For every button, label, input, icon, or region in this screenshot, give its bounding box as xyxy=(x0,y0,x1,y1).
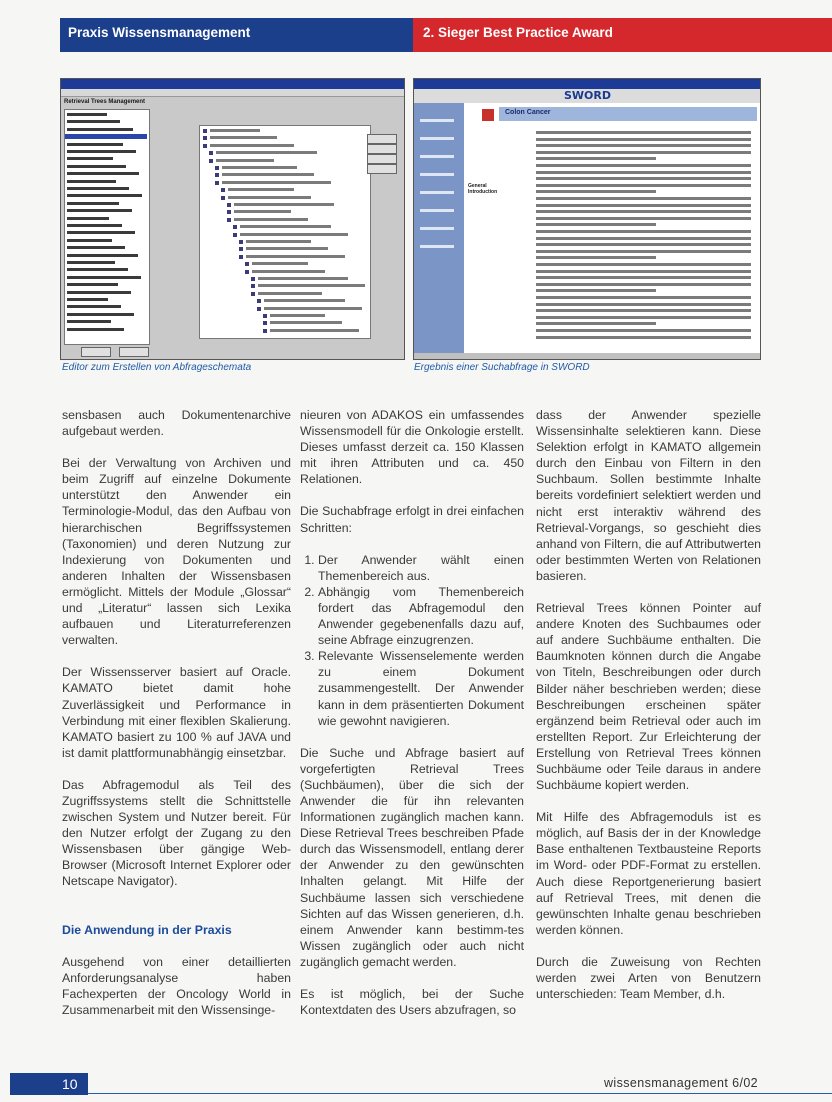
editor-screenshot xyxy=(60,78,405,360)
document-text-line xyxy=(536,197,751,200)
list-item: 3. Relevante Wissenselemente werden zu einem Dokument zusammengestellt. Der Anwender kann in dem präsentierten Dokument wie gewohnt navigieren. xyxy=(318,648,524,728)
tree-node-icon xyxy=(251,292,255,296)
tree-text-line xyxy=(264,299,345,302)
list-selected-row xyxy=(65,134,147,139)
list-text-line xyxy=(67,194,142,197)
tree-node-icon xyxy=(203,136,207,140)
document-text-line xyxy=(536,177,751,180)
sidebar-text-line xyxy=(420,191,454,194)
header-right-title: 2. Sieger Best Practice Award xyxy=(423,25,613,40)
tree-text-line xyxy=(210,144,294,147)
document-text-line xyxy=(536,184,751,187)
tree-node-icon xyxy=(251,277,255,281)
journal-footer: wissensmanagement 6/02 xyxy=(604,1076,759,1090)
sidebar-text-line xyxy=(420,119,454,122)
editor-edit-button xyxy=(367,134,397,144)
tree-node-icon xyxy=(221,196,225,200)
editor-menubar xyxy=(61,89,404,97)
sidebar-text-line xyxy=(420,245,454,248)
document-text-line xyxy=(536,256,656,259)
tree-text-line xyxy=(216,151,317,154)
document-text-line xyxy=(536,303,751,306)
article-column-2 xyxy=(300,407,524,1034)
tree-node-icon xyxy=(227,218,231,222)
tree-text-line xyxy=(258,292,322,295)
tree-text-line xyxy=(222,181,331,184)
document-text-line xyxy=(536,144,751,147)
sword-heading: Colon Cancer xyxy=(505,109,551,116)
document-text-line xyxy=(536,336,751,339)
tree-node-icon xyxy=(263,321,267,325)
list-text-line xyxy=(67,328,124,331)
tree-text-line xyxy=(216,159,274,162)
footer-rule xyxy=(88,1093,832,1094)
paragraph: Retrieval Trees können Pointer auf andere Knoten des Suchbaumes oder auf andere Suchbäume enthalten. Die Baumknoten können durch die Angabe von Titeln, Beschreibungen oder durch Bilder näher beschrieben werden; diese Beschreibungen erscheinen später ergänzend beim Retrieval oder auch im erstellten Report. Zur Erleichterung der Erstellung von Retrieval Trees können Suchbäume oder Teile daraus in andere Suchbäume kopiert werden. xyxy=(536,601,761,793)
list-text-line xyxy=(67,276,141,279)
editor-add-button xyxy=(81,347,111,357)
sword-heading-bar xyxy=(499,107,757,121)
list-text-line xyxy=(67,291,131,294)
left-figure-caption: Editor zum Erstellen von Abfrageschemata xyxy=(62,362,252,373)
list-text-line xyxy=(67,150,136,153)
editor-change-button xyxy=(367,154,397,164)
document-text-line xyxy=(536,131,751,134)
steps-list xyxy=(300,552,524,729)
list-text-line xyxy=(67,320,111,323)
tree-node-icon xyxy=(203,129,207,133)
list-text-line xyxy=(67,143,123,146)
sword-titlebar xyxy=(414,79,760,89)
tree-text-line xyxy=(246,255,345,258)
tree-text-line xyxy=(270,329,359,332)
sidebar-text-line xyxy=(420,137,454,140)
article-column-3 xyxy=(536,407,761,1018)
header-right-bar xyxy=(413,18,832,52)
tree-text-line xyxy=(252,270,325,273)
tree-text-line xyxy=(228,196,311,199)
tree-text-line xyxy=(258,277,348,280)
paragraph: Der Wissensserver basiert auf Oracle. KAMATO bietet damit hohe Zuverlässigkeit und Performance in Verbindung mit einer flexiblen Skalierung. KAMATO basiert zu 100 % auf JAVA und ist damit plattformunabhängig einsetzbar. xyxy=(62,665,291,760)
list-text-line xyxy=(67,187,129,190)
tree-text-line xyxy=(264,307,362,310)
header-left-title: Praxis Wissensmanagement xyxy=(68,25,251,40)
tree-node-icon xyxy=(215,181,219,185)
list-text-line xyxy=(67,209,132,212)
tree-node-icon xyxy=(263,329,267,333)
tree-node-icon xyxy=(245,270,249,274)
article-column-1 xyxy=(62,407,291,1034)
tree-node-icon xyxy=(251,284,255,288)
sidebar-text-line xyxy=(420,209,454,212)
sidebar-text-line xyxy=(420,155,454,158)
document-text-line xyxy=(536,263,751,266)
paragraph: Mit Hilfe des Abfragemoduls ist es möglich, auf Basis der in der Knowledge Base enthaltenen Textbausteine Reports im Word- oder PDF-Format zu erstellen. Auch diese Reportgenerierung basiert auf Retrieval Trees, mit denen die gewünschten Inhalte genau beschrieben werden können. xyxy=(536,810,761,937)
sidebar-text-line xyxy=(420,173,454,176)
document-text-line xyxy=(536,138,751,141)
list-text-line xyxy=(67,268,128,271)
document-text-line xyxy=(536,296,751,299)
list-text-line xyxy=(67,120,120,123)
tree-node-icon xyxy=(221,188,225,192)
page-number: 10 xyxy=(10,1073,88,1095)
header-left-bar xyxy=(60,18,413,52)
paragraph: Durch die Zuweisung von Rechten werden zwei Arten von Benutzern unterschieden: Team Member, d.h. xyxy=(536,954,761,1002)
paragraph: Die Suche und Abfrage basiert auf vorgefertigten Retrieval Trees (Suchbäumen), über die sich der Anwender die für ihn relevanten Informationen zugänglich machen kann. Diese Retrieval Trees beschreiben Pfade durch das Wissensmodell, entlang derer der Anwender zu den gewünschten Inhalten gelangt. Mit Hilfe der Suchbäume lassen sich verschiedene Sichten auf das Wissen generieren, d.h. einem Anwender kann bestimm-tes Wissen zugänglich oder auch nicht zugänglich gemacht werden. xyxy=(300,745,524,969)
editor-titlebar xyxy=(61,79,404,89)
document-text-line xyxy=(536,329,751,332)
document-text-line xyxy=(536,289,656,292)
document-text-line xyxy=(536,217,751,220)
list-item: 2. Abhängig vom Themenbereich fordert das Abfragemodul den Anwender gegebenenfalls dazu auf, seine Abfrage einzugrenzen. xyxy=(318,584,524,648)
tree-text-line xyxy=(234,203,334,206)
paragraph: Die Suchabfrage erfolgt in drei einfachen Schritten: xyxy=(300,504,524,535)
tree-node-icon xyxy=(239,240,243,244)
document-text-line xyxy=(536,243,751,246)
tree-node-icon xyxy=(227,210,231,214)
right-figure-caption: Ergebnis einer Suchabfrage in SWORD xyxy=(414,362,590,373)
tree-text-line xyxy=(270,321,342,324)
list-text-line xyxy=(67,217,109,220)
tree-text-line xyxy=(228,188,294,191)
list-text-line xyxy=(67,113,107,116)
pdf-icon xyxy=(482,109,494,121)
tree-node-icon xyxy=(239,247,243,251)
tree-text-line xyxy=(222,166,297,169)
document-text-line xyxy=(536,276,751,279)
tree-node-icon xyxy=(245,262,249,266)
tree-node-icon xyxy=(209,151,213,155)
list-text-line xyxy=(67,246,125,249)
paragraph: nieuren von ADAKOS ein umfassendes Wissensmodell für die Onkologie erstellt. Dieses umfasst derzeit ca. 150 Klassen mit ihren Attributen und ca. 450 Relationen. xyxy=(300,408,524,487)
list-text-line xyxy=(67,202,119,205)
list-text-line xyxy=(67,305,121,308)
document-text-line xyxy=(536,237,751,240)
section-heading: Die Anwendung in der Praxis xyxy=(62,922,232,937)
document-text-line xyxy=(536,157,656,160)
editor-remove-button xyxy=(367,164,397,174)
tree-node-icon xyxy=(239,255,243,259)
document-text-line xyxy=(536,270,751,273)
list-text-line xyxy=(67,261,115,264)
editor-panel-title: Retrieval Trees Management xyxy=(64,99,146,105)
list-text-line xyxy=(67,231,135,234)
tree-text-line xyxy=(258,284,365,287)
tree-node-icon xyxy=(233,233,237,237)
tree-text-line xyxy=(270,314,325,317)
document-text-line xyxy=(536,230,751,233)
tree-node-icon xyxy=(203,144,207,148)
tree-text-line xyxy=(246,247,328,250)
paragraph: dass der Anwender spezielle Wissensinhalte selektieren kann. Diese Selektion erfolgt in KAMATO allgemein durch den Einbau von Filtern in den Suchbaum. Sollen bestimmte Inhalte bereits vordefiniert selektiert werden und nicht erst interaktiv während des Retrieval-Vorgangs, so geschieht dies anhand von Filtern, die auf Attributwerten oder bestimmten Werten von Relationen basieren. xyxy=(536,408,761,583)
sidebar-text-line xyxy=(420,227,454,230)
list-text-line xyxy=(67,254,138,257)
sword-statusbar xyxy=(414,353,760,359)
document-text-line xyxy=(536,283,751,286)
list-text-line xyxy=(67,180,116,183)
document-text-line xyxy=(536,250,751,253)
tree-node-icon xyxy=(263,314,267,318)
paragraph: Es ist möglich, bei der Suche Kontextdaten des Users abzufragen, so xyxy=(300,987,524,1018)
tree-text-line xyxy=(240,225,331,228)
tree-text-line xyxy=(246,240,311,243)
document-text-line xyxy=(536,151,751,154)
tree-node-icon xyxy=(215,166,219,170)
paragraph: Ausgehend von einer detaillierten Anforderungsanalyse haben Fachexperten der Oncology World in Zusammenarbeit mit den Wissensinge- xyxy=(62,954,291,1017)
document-text-line xyxy=(536,316,751,319)
tree-node-icon xyxy=(209,159,213,163)
tree-text-line xyxy=(252,262,308,265)
tree-node-icon xyxy=(257,299,261,303)
document-text-line xyxy=(536,322,656,325)
document-text-line xyxy=(536,210,751,213)
list-text-line xyxy=(67,313,134,316)
tree-text-line xyxy=(210,129,260,132)
paragraph: sensbasen auch Dokumentenarchive aufgebaut werden. xyxy=(62,408,291,439)
list-text-line xyxy=(67,128,133,131)
list-text-line xyxy=(67,165,126,168)
tree-node-icon xyxy=(215,173,219,177)
paragraph: Das Abfragemodul als Teil des Zugriffssystems stellt die Schnittstelle zwischen System und Nutzer bereit. Für den Nutzer erfolgt der Zugang zu den Wissensbasen über gängige Web-Browser (Microsoft Internet Explorer oder Netscape Navigator). xyxy=(62,777,291,889)
editor-new-button xyxy=(367,144,397,154)
sword-screenshot xyxy=(413,78,761,360)
tree-text-line xyxy=(240,233,348,236)
list-text-line xyxy=(67,283,118,286)
document-text-line xyxy=(536,223,656,226)
list-text-line xyxy=(67,172,139,175)
paragraph: Bei der Verwaltung von Archiven und beim Zugriff auf einzelne Dokumente unterstützt den Anwender ein Terminologie-Modul, das den Aufbau von hierarchischen Begriffssystemen (Taxonomien) und deren Nutzung zur Indexierung von Dokumenten und anderen Inhalten der Wissensbasen ermöglicht. Mittels der Module „Glossar“ und „Literatur“ lassen sich Lexika aufbauen und Literaturreferenzen verwalten. xyxy=(62,456,291,648)
list-text-line xyxy=(67,157,113,160)
document-text-line xyxy=(536,171,751,174)
list-text-line xyxy=(67,298,108,301)
list-text-line xyxy=(67,224,122,227)
list-text-line xyxy=(67,239,112,242)
sword-section-label: General Introduction xyxy=(468,183,498,195)
document-text-line xyxy=(536,164,751,167)
tree-text-line xyxy=(234,210,291,213)
list-item: 1. Der Anwender wählt einen Themenbereich aus. xyxy=(318,552,524,584)
tree-text-line xyxy=(222,173,314,176)
tree-node-icon xyxy=(227,203,231,207)
document-text-line xyxy=(536,309,751,312)
tree-node-icon xyxy=(233,225,237,229)
editor-delete-button xyxy=(119,347,149,357)
tree-text-line xyxy=(234,218,308,221)
document-text-line xyxy=(536,190,656,193)
document-text-line xyxy=(536,204,751,207)
tree-node-icon xyxy=(257,307,261,311)
sword-logo: SWORD xyxy=(564,89,612,102)
tree-text-line xyxy=(210,136,277,139)
